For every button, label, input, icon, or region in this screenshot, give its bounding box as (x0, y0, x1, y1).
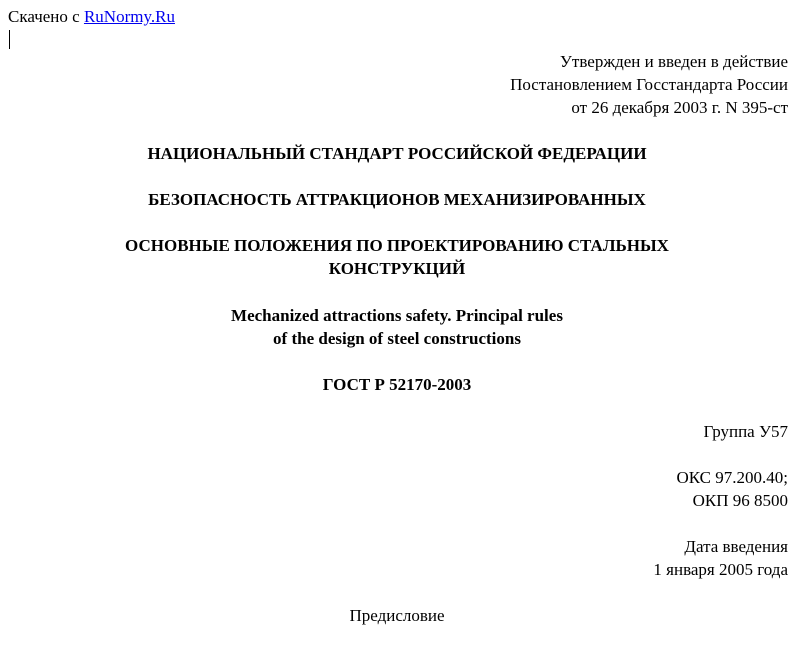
english-title-line-1: Mechanized attractions safety. Principal rules (231, 306, 563, 325)
foreword-heading: Предисловие (349, 606, 445, 625)
main-title-line-1: ОСНОВНЫЕ ПОЛОЖЕНИЯ ПО ПРОЕКТИРОВАНИЮ СТАЛЬНЫХ (125, 236, 669, 255)
group-code: Группа У57 (703, 422, 788, 441)
approval-line-3: от 26 декабря 2003 г. N 395-ст (571, 98, 788, 117)
introduction-date-label: Дата введения (684, 537, 788, 556)
download-source-prefix: Скачено с (8, 7, 84, 26)
runormy-link[interactable]: RuNormy.Ru (83, 7, 175, 26)
oks-code: ОКС 97.200.40; (676, 468, 788, 487)
safety-title: БЕЗОПАСНОСТЬ АТТРАКЦИОНОВ МЕХАНИЗИРОВАННЫХ (148, 190, 646, 209)
approval-line-2: Постановлением Госстандарта России (510, 75, 788, 94)
okp-code: ОКП 96 8500 (692, 491, 788, 510)
approval-line-1: Утвержден и введен в действие (559, 52, 788, 71)
text-cursor (9, 30, 10, 49)
gost-code: ГОСТ Р 52170-2003 (322, 375, 472, 394)
english-title-line-2: of the design of steel constructions (273, 329, 521, 348)
main-title-line-2: КОНСТРУКЦИЙ (328, 259, 466, 278)
download-source-line (8, 5, 175, 28)
introduction-date: 1 января 2005 года (653, 560, 788, 579)
national-standard-heading: НАЦИОНАЛЬНЫЙ СТАНДАРТ РОССИЙСКОЙ ФЕДЕРАЦИИ (147, 144, 647, 163)
